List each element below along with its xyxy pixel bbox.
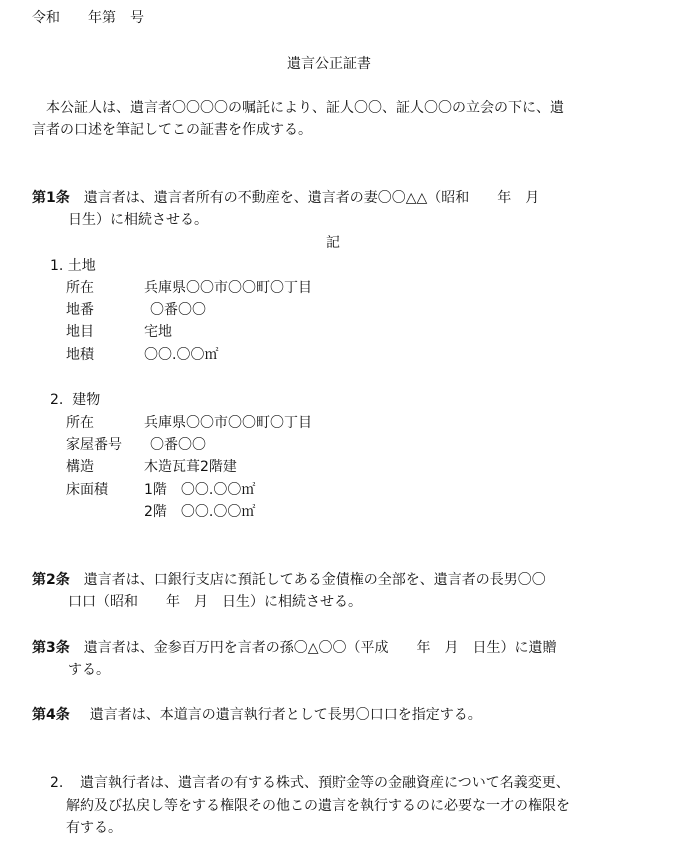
article-4-text-1: 遺言者は、本道言の遺言執行者として長男〇口口を指定する。 (89, 707, 482, 723)
land-row-value: 宅地 (144, 324, 172, 340)
article-3-label: 第3条 (32, 640, 70, 656)
date-line: 令和 年第 号 (32, 10, 144, 26)
land-row (66, 322, 172, 342)
building-row-label: 家屋番号 (66, 437, 122, 453)
ki-mark: 記 (326, 235, 340, 251)
article-3-line-1 (32, 638, 557, 658)
clause-2-text-1: 遺言執行者は、遺言者の有する株式、預貯金等の金融資産について名義変更、 (80, 775, 570, 791)
article-2-line-2: 口口（昭和 年 月 日生）に相続させる。 (68, 594, 362, 610)
building-row (66, 435, 206, 455)
building-row-value: 木造瓦葺2階建 (144, 459, 237, 475)
building-row-label: 所在 (66, 415, 94, 431)
building-row (66, 413, 312, 433)
land-row-label: 所在 (66, 280, 94, 296)
land-row-label: 地番 (66, 302, 94, 318)
building-row-value: 〇番〇〇 (150, 437, 206, 453)
land-row (66, 345, 218, 365)
land-heading: 1. 土地 (50, 258, 96, 274)
article-3-line-2: する。 (68, 662, 110, 678)
article-4-line-1 (32, 705, 482, 725)
clause-2-line-1 (50, 773, 570, 793)
building-row-value: 1階 〇〇.〇〇㎡ (144, 482, 256, 498)
building-row-label: 構造 (66, 459, 94, 475)
intro-line-2: 言者の口述を筆記してこの証書を作成する。 (32, 122, 312, 138)
building-row-value: 2階 〇〇.〇〇㎡ (144, 504, 256, 520)
land-row-value: 兵庫県〇〇市〇〇町〇丁目 (144, 280, 312, 296)
intro-line-1: 本公証人は、遺言者〇〇〇〇の嘱託により、証人〇〇、証人〇〇の立会の下に、遺 (46, 100, 564, 116)
clause-2-line-2: 解約及び払戻し等をする権限その他この遺言を執行するのに必要な一才の権限を (66, 798, 570, 814)
building-row-label: 床面積 (66, 482, 108, 498)
land-row (66, 300, 206, 320)
building-row (66, 457, 237, 477)
land-row-label: 地積 (66, 347, 94, 363)
article-1-text-1: 遺言者は、遺言者所有の不動産を、遺言者の妻〇〇△△（昭和 年 月 (83, 190, 540, 206)
clause-2-number: 2. (50, 775, 64, 791)
building-row (66, 480, 255, 500)
land-row-value: 〇〇.〇〇㎡ (144, 347, 219, 363)
land-row-value: 〇番〇〇 (150, 302, 206, 318)
land-row (66, 278, 312, 298)
document-title: 遺言公正証書 (287, 56, 371, 72)
land-row-label: 地目 (66, 324, 94, 340)
article-1-line-2: 日生）に相続させる。 (68, 212, 208, 228)
article-2-line-1 (32, 570, 546, 590)
article-1-label: 第1条 (32, 190, 70, 206)
building-heading: 2. 建物 (50, 392, 101, 408)
building-row (66, 502, 255, 522)
article-1-line-1 (32, 188, 539, 208)
clause-2-line-3: 有する。 (66, 820, 122, 836)
article-2-text-1: 遺言者は、口銀行支店に預託してある金債権の全部を、遺言者の長男〇〇 (83, 572, 546, 588)
article-4-label: 第4条 (32, 707, 70, 723)
article-2-label: 第2条 (32, 572, 70, 588)
building-row-value: 兵庫県〇〇市〇〇町〇丁目 (144, 415, 312, 431)
article-3-text-1: 遺言者は、金参百万円を言者の孫〇△〇〇（平成 年 月 日生）に遺贈 (83, 640, 557, 656)
